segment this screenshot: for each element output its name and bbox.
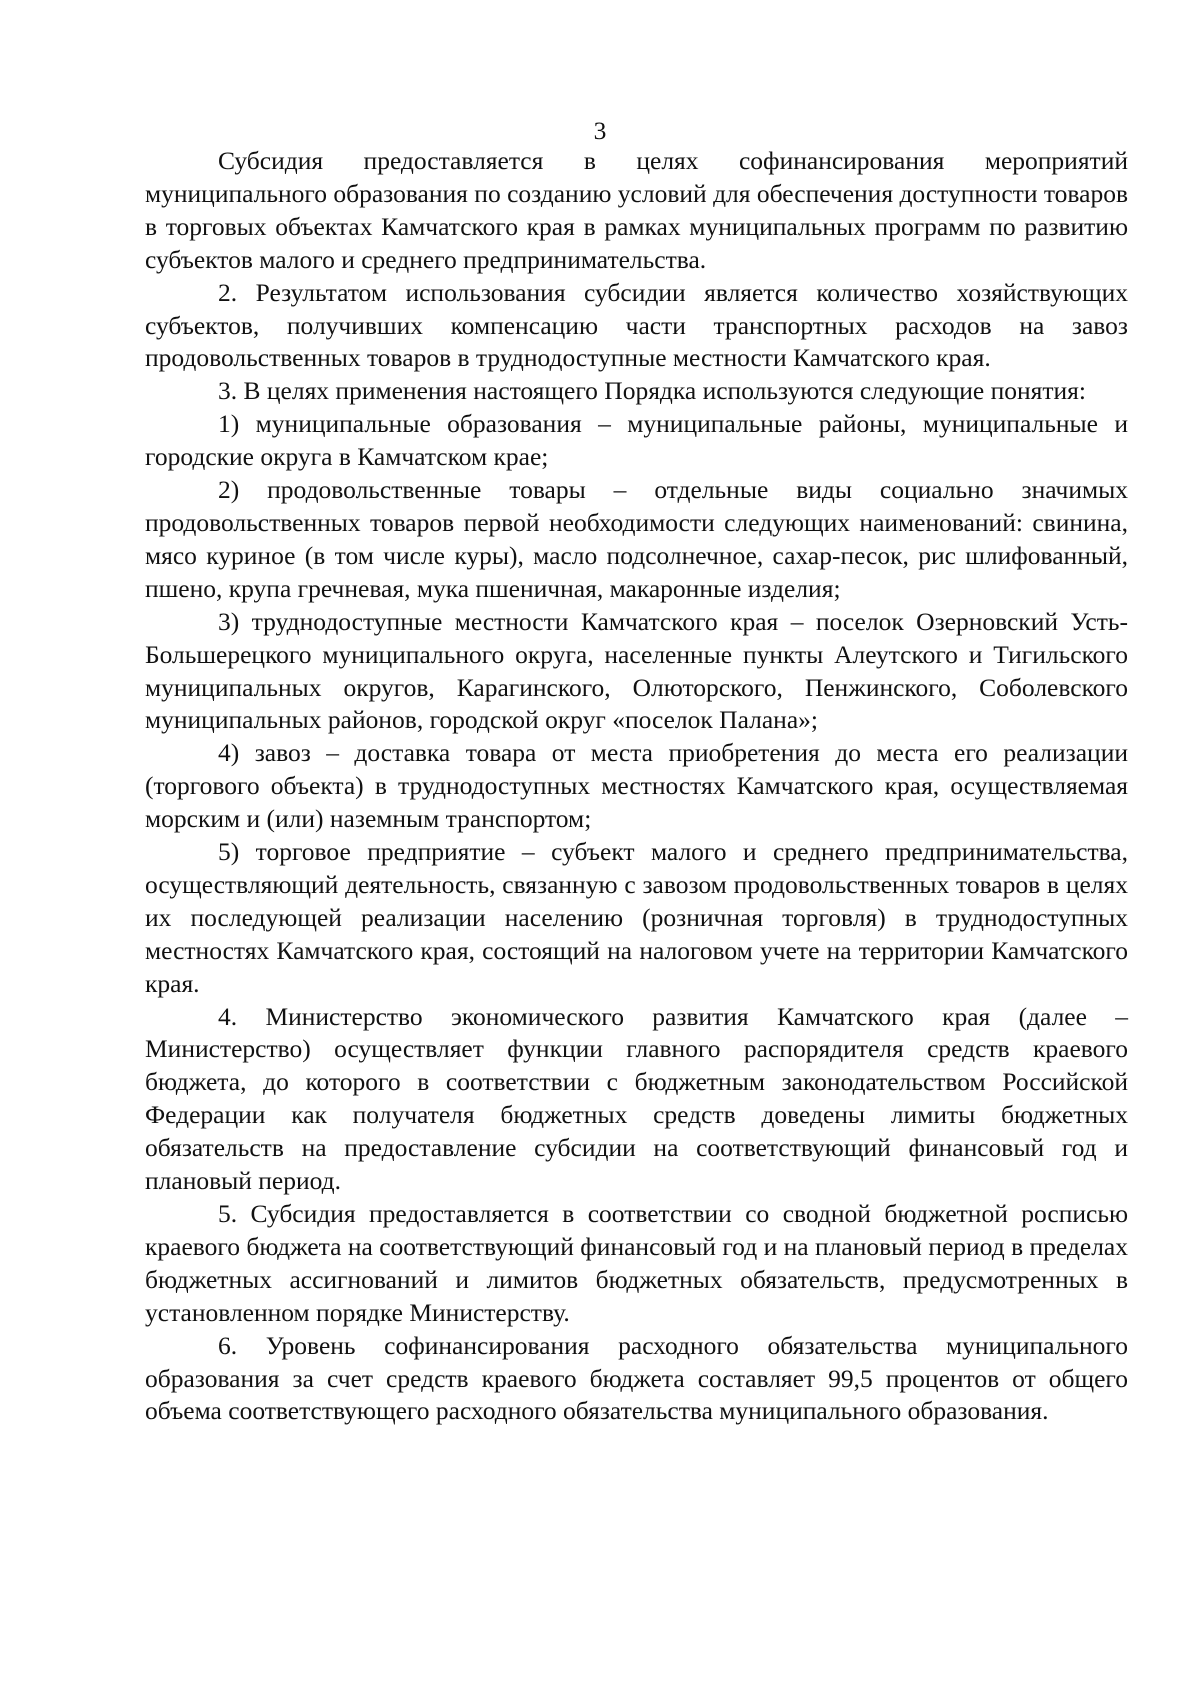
paragraph-4-ministry: 4. Министерство экономического развития Камчатского края (далее – Министерство) осуществляет функции главного распорядителя средств краевого бюджета, до которого в соответствии с бюджетным законодательством Российской Федерации как получателя бюджетных средств доведены лимиты бюджетных обязательств на предоставление субсидии на соответствующий финансовый год и плановый период. <box>145 1001 1128 1196</box>
definition-2-food-products: 2) продовольственные товары – отдельные виды социально значимых продовольственных товаров первой необходимости следующих наименований: свинина, мясо куриное (в том числе куры), масло подсолнечное, сахар-песок, рис шлифованный, пшено, крупа гречневая, мука пшеничная, макаронные изделия; <box>145 475 1128 603</box>
page-number: 3 <box>593 116 607 145</box>
definition-1-municipal-entities: 1) муниципальные образования – муниципальные районы, муниципальные и городские округа в Камчатском крае; <box>145 409 1128 472</box>
paragraph-6-cofinancing-level: 6. Уровень софинансирования расходного обязательства муниципального образования за счет средств краевого бюджета составляет 99,5 процентов от общего объема соответствующего расходного обязательства муниципального образования. <box>145 1330 1128 1426</box>
definition-4-delivery: 4) завоз – доставка товара от места приобретения до места его реализации (торгового объекта) в труднодоступных местностях Камчатского края, осуществляемая морским и (или) наземным транспортом; <box>145 738 1128 834</box>
paragraph-5-budget-allocation: 5. Субсидия предоставляется в соответствии со сводной бюджетной росписью краевого бюджета на соответствующий финансовый год и на плановый период в пределах бюджетных ассигнований и лимитов бюджетных обязательств, предусмотренных в установленном порядке Министерству. <box>145 1199 1128 1327</box>
definition-3-remote-areas: 3) труднодоступные местности Камчатского края – поселок Озерновский Усть-Большерецкого муниципального округа, населенные пункты Алеутского и Тигильского муниципальных округов, Карагинского, Олюторского, Пенжинского, Соболевского муниципальных районов, городской округ «поселок Палана»; <box>145 606 1128 735</box>
paragraph-3-definitions-intro: 3. В целях применения настоящего Порядка используются следующие понятия: <box>218 376 1086 406</box>
paragraph-2-subsidy-result: 2. Результатом использования субсидии является количество хозяйствующих субъектов, получивших компенсацию части транспортных расходов на завоз продовольственных товаров в труднодоступные местности Камчатского края. <box>145 277 1128 373</box>
paragraph-subsidy-purpose: Субсидия предоставляется в целях софинансирования мероприятий муниципального образования по созданию условий для обеспечения доступности товаров в торговых объектах Камчатского края в рамках муниципальных программ по развитию субъектов малого и среднего предпринимательства. <box>145 146 1128 274</box>
document-body <box>145 145 1128 1428</box>
definition-5-trading-enterprise: 5) торговое предприятие – субъект малого и среднего предпринимательства, осуществляющий деятельность, связанную с завозом продовольственных товаров в целях их последующей реализации населению (розничная торговля) в труднодоступных местностях Камчатского края, состоящий на налоговом учете на территории Камчатского края. <box>145 837 1128 998</box>
